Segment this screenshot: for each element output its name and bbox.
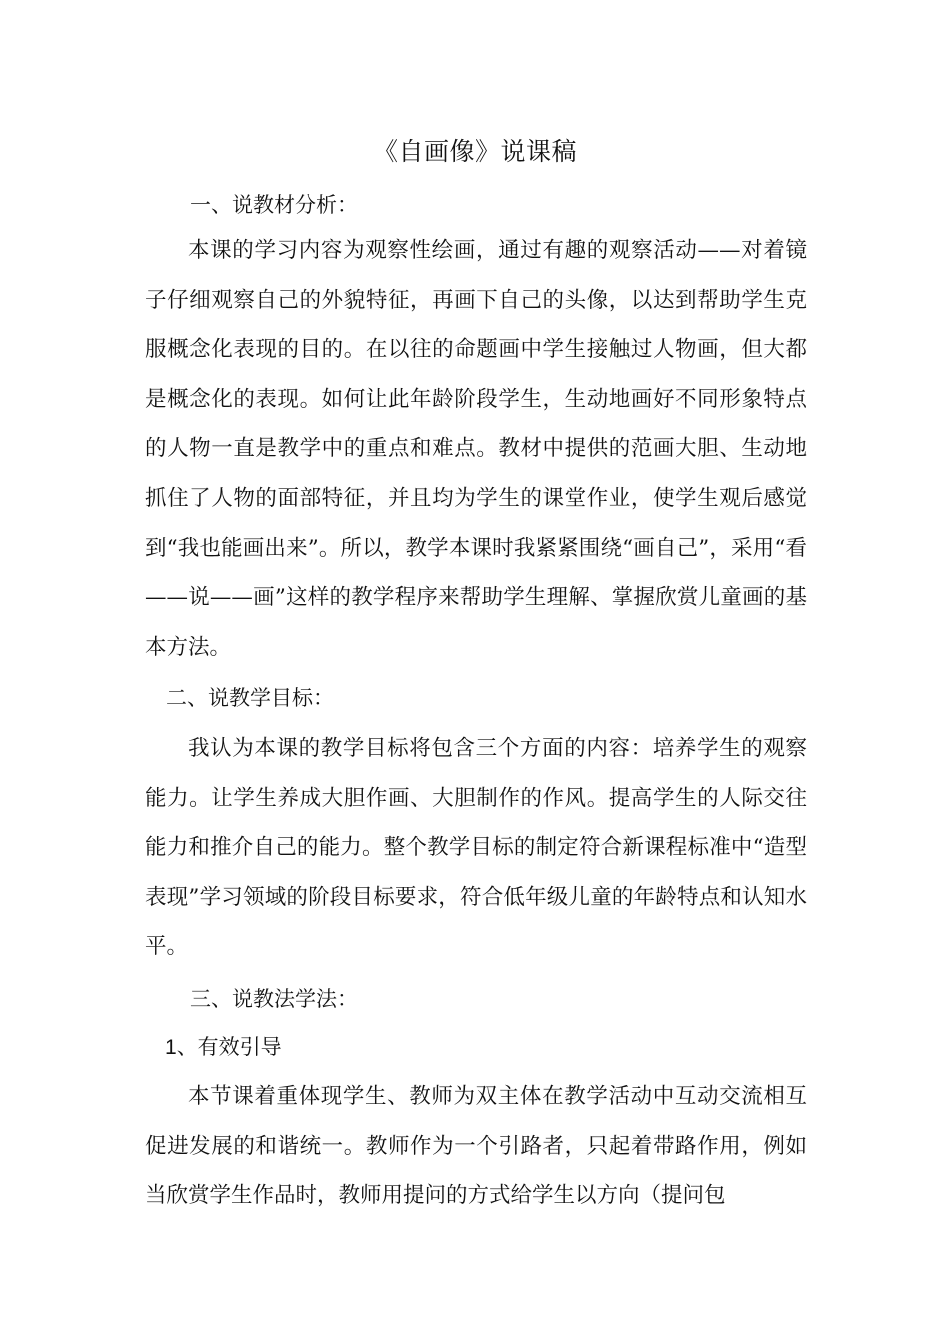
paragraph-teaching-goals: 我认为本课的教学目标将包含三个方面的内容：培养学生的观察能力。让学生养成大胆作画、大胆制作的作风。提高学生的人际交往能力和推介自己的能力。整个教学目标的制定符合新课程标准中“造型表现”学习领域的阶段目标要求，符合低年级儿童的年龄特点和认知水平。	[145, 736, 807, 960]
subheading-number: 1	[165, 1036, 177, 1059]
subheading-text: 、有效引导	[176, 1035, 282, 1059]
paragraph-textbook-analysis: 本课的学习内容为观察性绘画，通过有趣的观察活动——对着镜子仔细观察自己的外貌特征，再画下自己的头像，以达到帮助学生克服概念化表现的目的。在以往的命题画中学生接触过人物画，但大都是概念化的表现。如何让此年龄阶段学生，生动地画好不同形象特点的人物一直是教学中的重点和难点。教材中提供的范画大胆、生动地抓住了人物的面部特征，并且均为学生的课堂作业，使学生观后感觉到“我也能画出来”。所以，教学本课时我紧紧围绕“画自己”，采用“看——说——画”这样的教学程序来帮助学生理解、掌握欣赏儿童画的基本方法。	[145, 238, 807, 660]
document-title: 《自画像》说课稿	[372, 137, 577, 166]
subheading-effective-guidance	[165, 1032, 282, 1063]
section-heading-teaching-methods: 三、说教法学法：	[190, 987, 358, 1011]
paragraph-teaching-methods: 本节课着重体现学生、教师为双主体在教学活动中互动交流相互促进发展的和谐统一。教师作为一个引路者，只起着带路作用，例如当欣赏学生作品时，教师用提问的方式给学生以方向（提问包	[145, 1084, 807, 1209]
section-heading-teaching-goals: 二、说教学目标：	[166, 686, 334, 710]
section-heading-textbook-analysis: 一、说教材分析：	[190, 193, 358, 217]
